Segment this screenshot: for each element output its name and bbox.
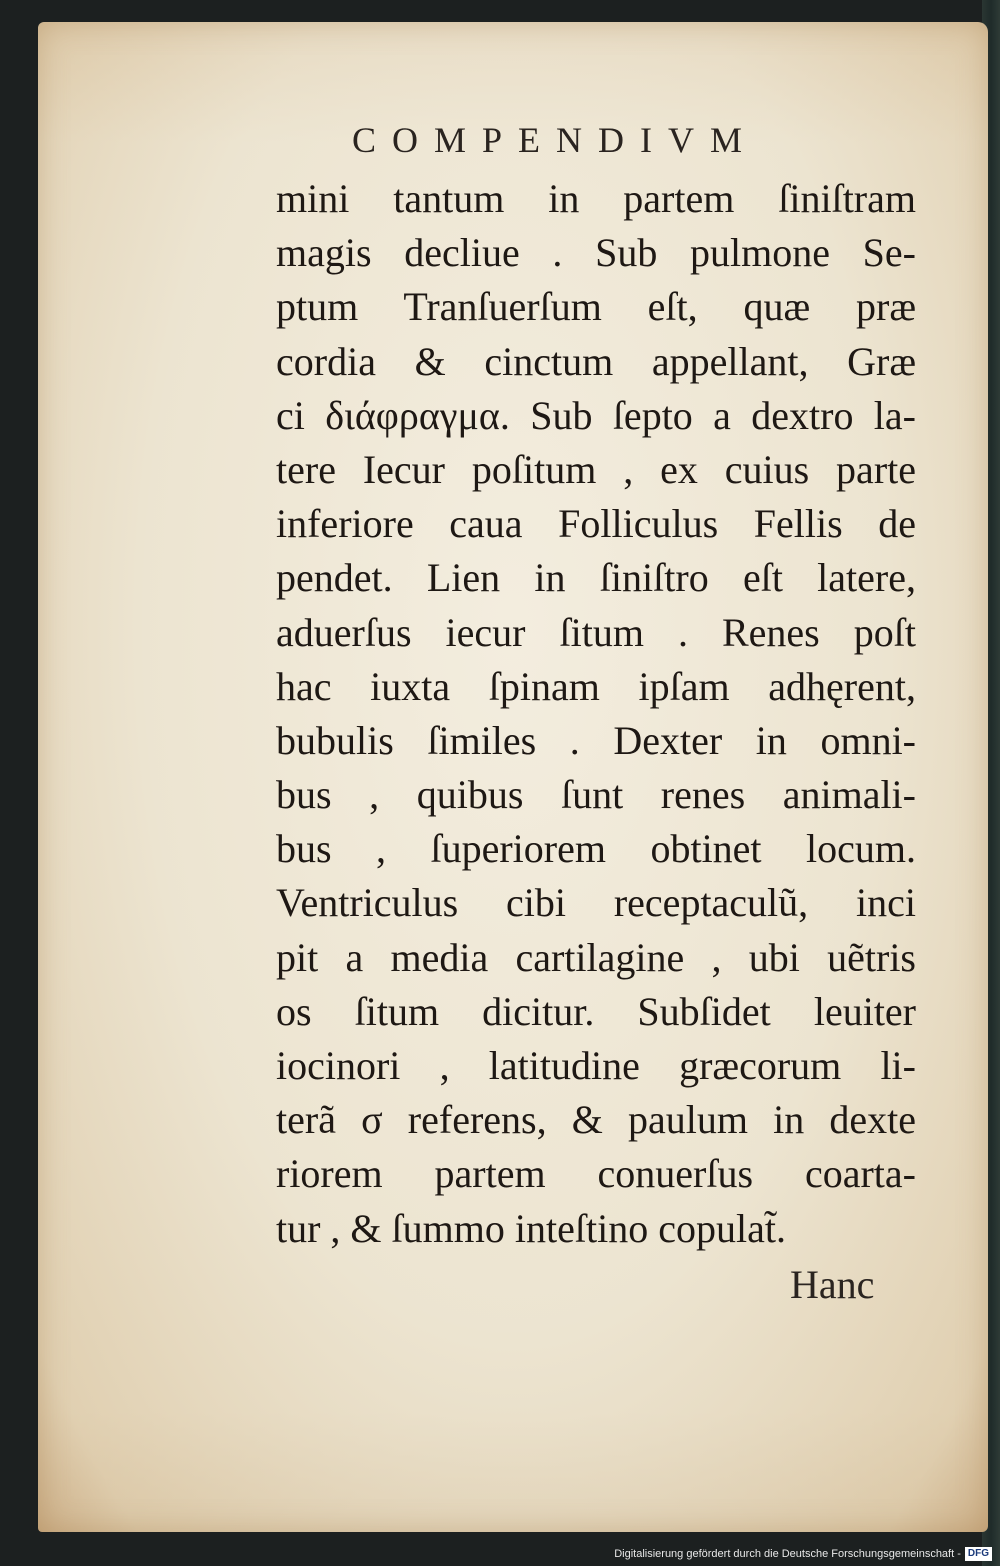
text-line: riorem partem conuerſus coarta- [276,1151,916,1197]
text-line: bus , ſuperiorem obtinet locum. [276,826,916,872]
text-line: inferiore caua Folliculus Fellis de [276,501,916,547]
credit-text: Digitalisierung gefördert durch die Deutsche Forschungsgemeinschaft - [614,1548,961,1560]
text-line: ci διάφραγμα. Sub ſepto a dextro la- [276,392,916,438]
text-line: mini tantum in partem ſiniſtram [276,176,916,221]
text-line: pit a media cartilagine , ubi uẽtris [276,934,916,980]
text-line: os ſitum dicitur. Subſidet leuiter [276,988,916,1034]
dfg-logo: DFG [965,1547,992,1561]
text-line: Ventriculus cibi receptaculũ, inci [276,880,916,926]
text-line: tere Iecur poſitum , ex cuius parte [276,446,916,492]
text-line: magis decliue . Sub pulmone Se- [276,230,916,276]
text-line: ptum Tranſuerſum eſt, quæ præ [276,284,916,330]
text-line: pendet. Lien in ſiniſtro eſt latere, [276,555,916,601]
text-line: cordia & cinctum appellant, Græ [276,338,916,384]
text-line: hac iuxta ſpinam ipſam adhęrent, [276,663,916,709]
running-head: COMPENDIVM [352,120,759,160]
text-line: aduerſus iecur ſitum . Renes poſt [276,609,916,655]
digitization-credit [614,1546,992,1562]
text-line: iocinori , latitudine græcorum li- [276,1043,916,1088]
text-block [276,172,916,1256]
text-line: bubulis ſimiles . Dexter in omni- [276,717,916,763]
text-line: bus , quibus ſunt renes animali- [276,772,916,818]
text-line: terã σ referens, & paulum in dexte [276,1097,916,1143]
text-line: tur , & ſummo inteſtino copulat̃. [276,1205,786,1251]
catchword: Hanc [790,1262,875,1307]
